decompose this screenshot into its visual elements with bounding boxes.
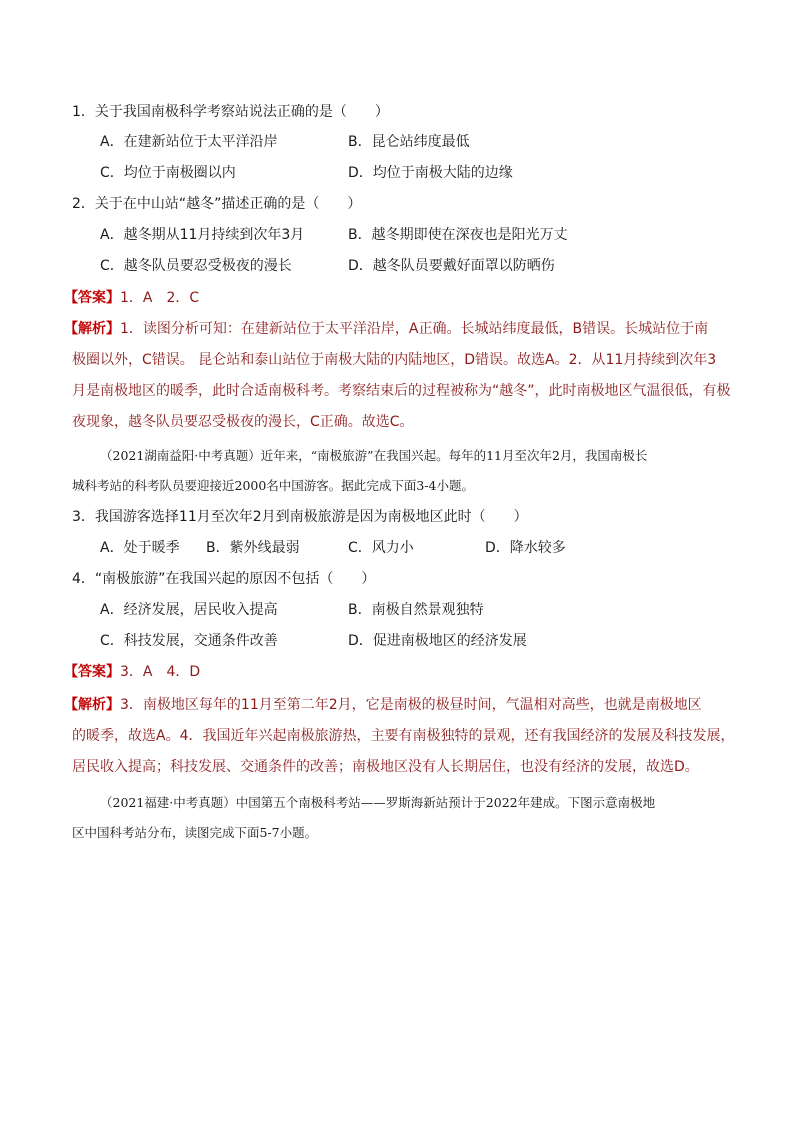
analysis-line-2: 的暖季，故选A。4．我国近年兴起南极旅游热，主要有南极独特的景观，还有我国经济的发展及科技发展， (72, 728, 735, 744)
question-2-option-a[interactable]: A．越冬期从11月持续到次年3月 (100, 227, 305, 243)
question-4-stem: 4．“南极旅游”在我国兴起的原因不包括（ ） (72, 571, 376, 587)
question-1-option-b[interactable]: B．昆仑站纬度最低 (348, 134, 470, 150)
question-4-option-a[interactable]: A．经济发展，居民收入提高 (100, 602, 278, 618)
analysis-tag: 【解析】 (64, 697, 120, 713)
answer-text: 1．A 2．C (120, 290, 200, 306)
question-3-option-b[interactable]: B．紫外线最弱 (206, 540, 300, 556)
question-2-option-b[interactable]: B．越冬期即使在深夜也是阳光万丈 (348, 227, 568, 243)
question-2-option-c[interactable]: C．越冬队员要忍受极夜的漫长 (100, 258, 292, 274)
question-3-option-a[interactable]: A．处于暖季 (100, 540, 180, 556)
analysis-line-4: 夜现象，越冬队员要忍受极夜的漫长，C正确。故选C。 (72, 414, 414, 430)
analysis-line-3: 月是南极地区的暖季，此时合适南极科考。考察结束后的过程被称为“越冬”，此时南极地区气温很低，有极 (72, 383, 731, 399)
question-2-stem: 2．关于在中山站“越冬”描述正确的是（ ） (72, 196, 362, 212)
question-3-option-d[interactable]: D．降水较多 (485, 540, 566, 556)
answer-tag: 【答案】 (64, 290, 120, 306)
source-line-2: 城科考站的科考队员要迎接近2000名中国游客。据此完成下面3-4小题。 (72, 478, 474, 493)
question-2-option-d[interactable]: D．越冬队员要戴好面罩以防晒伤 (348, 258, 555, 274)
analysis-tag: 【解析】 (64, 321, 120, 337)
answer-block-1 (64, 288, 199, 308)
question-4-option-d[interactable]: D．促进南极地区的经济发展 (348, 633, 527, 649)
analysis-line-1: 【解析】1．读图分析可知：在建新站位于太平洋沿岸，A正确。长城站纬度最低，B错误。长城站位于南 (64, 321, 709, 337)
source-line-2: 区中国科考站分布，读图完成下面5-7小题。 (72, 825, 318, 840)
question-1-option-c[interactable]: C．均位于南极圈以内 (100, 165, 236, 181)
answer-text: 3．A 4．D (120, 664, 201, 680)
question-1-stem: 1．关于我国南极科学考察站说法正确的是（ ） (72, 104, 389, 120)
analysis-line-3: 居民收入提高；科技发展、交通条件的改善；南极地区没有人长期居住，也没有经济的发展，故选D。 (72, 759, 699, 775)
question-1-option-d[interactable]: D．均位于南极大陆的边缘 (348, 165, 513, 181)
source-line-1: （2021福建·中考真题）中国第五个南极科考站——罗斯海新站预计于2022年建成。下图示意南极地 (100, 795, 656, 810)
question-4-option-c[interactable]: C．科技发展，交通条件改善 (100, 633, 278, 649)
analysis-line-2: 极圈以外，C错误。 昆仑站和泰山站位于南极大陆的内陆地区，D错误。故选A。2．从11月持续到次年3 (72, 352, 717, 368)
analysis-line-1: 【解析】3．南极地区每年的11月至第二年2月，它是南极的极昼时间，气温相对高些，也就是南极地区 (64, 697, 702, 713)
source-line-1: （2021湖南益阳·中考真题）近年来，“南极旅游”在我国兴起。每年的11月至次年2月，我国南极长 (100, 448, 648, 463)
question-1-option-a[interactable]: A．在建新站位于太平洋沿岸 (100, 134, 278, 150)
question-3-option-c[interactable]: C．风力小 (348, 540, 414, 556)
answer-block-2 (64, 662, 200, 682)
question-4-option-b[interactable]: B．南极自然景观独特 (348, 602, 484, 618)
answer-tag: 【答案】 (64, 664, 120, 680)
question-3-stem: 3．我国游客选择11月至次年2月到南极旅游是因为南极地区此时（ ） (72, 509, 528, 525)
